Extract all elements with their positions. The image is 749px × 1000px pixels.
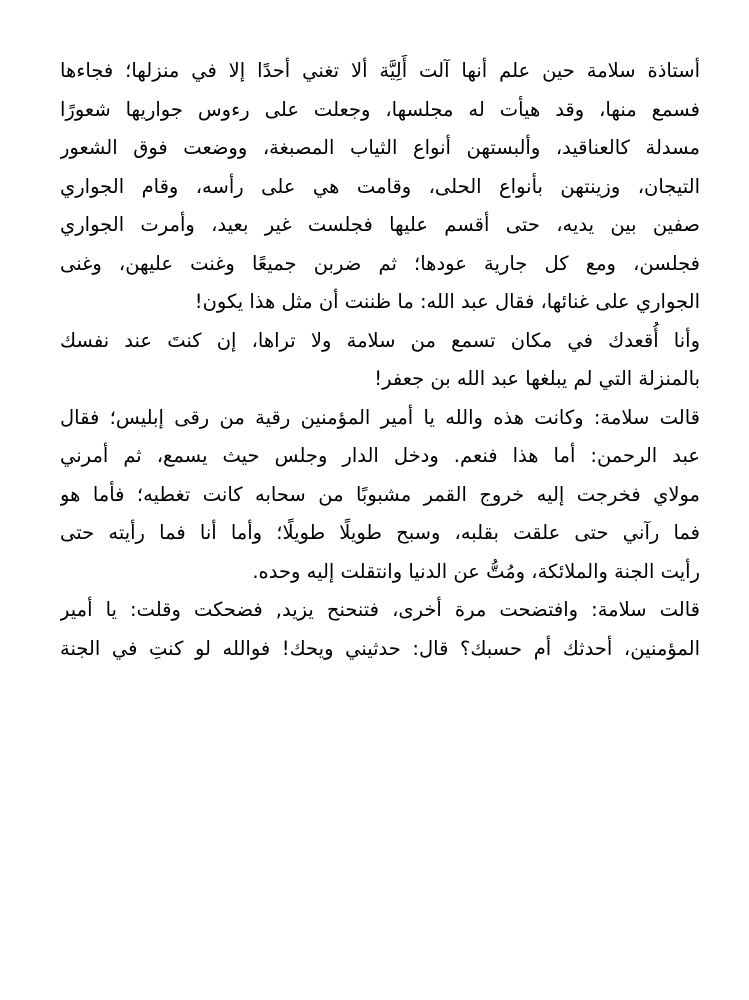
text-line: فما رآني حتى علقت بقلبه، وسبح طويلًا طويلًا؛ وأما أنا فما رأيته حتى xyxy=(60,521,700,544)
text-line: قالت سلامة: وافتضحت مرة أخرى، فتنحنح يزيد, فضحكت وقلت: يا أمير xyxy=(60,598,700,621)
text-line: الجواري على غنائها، فقال عبد الله: ما ظننت أن مثل هذا يكون! xyxy=(194,290,700,313)
text-line: التيجان، وزينتهن بأنواع الحلى، وقامت هي على رأسه، وقام الجواري xyxy=(60,174,700,198)
document-body-text xyxy=(60,52,700,668)
text-line: رأيت الجنة والملائكة، ومُتُّ عن الدنيا وانتقلت إليه وحده. xyxy=(252,559,700,583)
text-line: مولاي فخرجت إليه خروج القمر مشبوبًا من سحابه كانت تغطيه؛ فأما هو xyxy=(60,482,700,506)
text-line: وأنا أُقعدك في مكان تسمع من سلامة ولا تراها، إن كنتَ عند نفسك xyxy=(60,328,700,352)
text-line: فسمع منها، وقد هيأت له مجلسها، وجعلت على رءوس جواريها شعورًا xyxy=(60,97,700,121)
text-line: أستاذة سلامة حين علم أنها آلت أَلِيَّة ألا تغني أحدًا إلا في منزلها؛ فجاءها xyxy=(60,59,700,82)
text-line: فجلسن، ومع كل جارية عودها؛ ثم ضربن جميعًا وغنت عليهن، وغنى xyxy=(60,251,700,275)
text-line: بالمنزلة التي لم يبلغها عبد الله بن جعفر! xyxy=(374,367,700,390)
text-line: قالت سلامة: وكانت هذه والله يا أمير المؤمنين رقية من رقى إبليس؛ فقال xyxy=(60,405,700,429)
text-line: المؤمنين، أحدثك أم حسبك؟ قال: حدثيني ويحك! فوالله لو كنتِ في الجنة xyxy=(60,636,700,660)
text-line: مسدلة كالعناقيد، وألبستهن أنواع الثياب المصبغة، ووضعت فوق الشعور xyxy=(60,136,700,159)
text-line: صفين بين يديه، حتى أقسم عليها فجلست غير بعيد، وأمرت الجواري xyxy=(60,213,700,236)
text-line: عبد الرحمن: أما هذا فنعم. ودخل الدار وجلس حيث يسمع، ثم أمرني xyxy=(60,444,700,467)
